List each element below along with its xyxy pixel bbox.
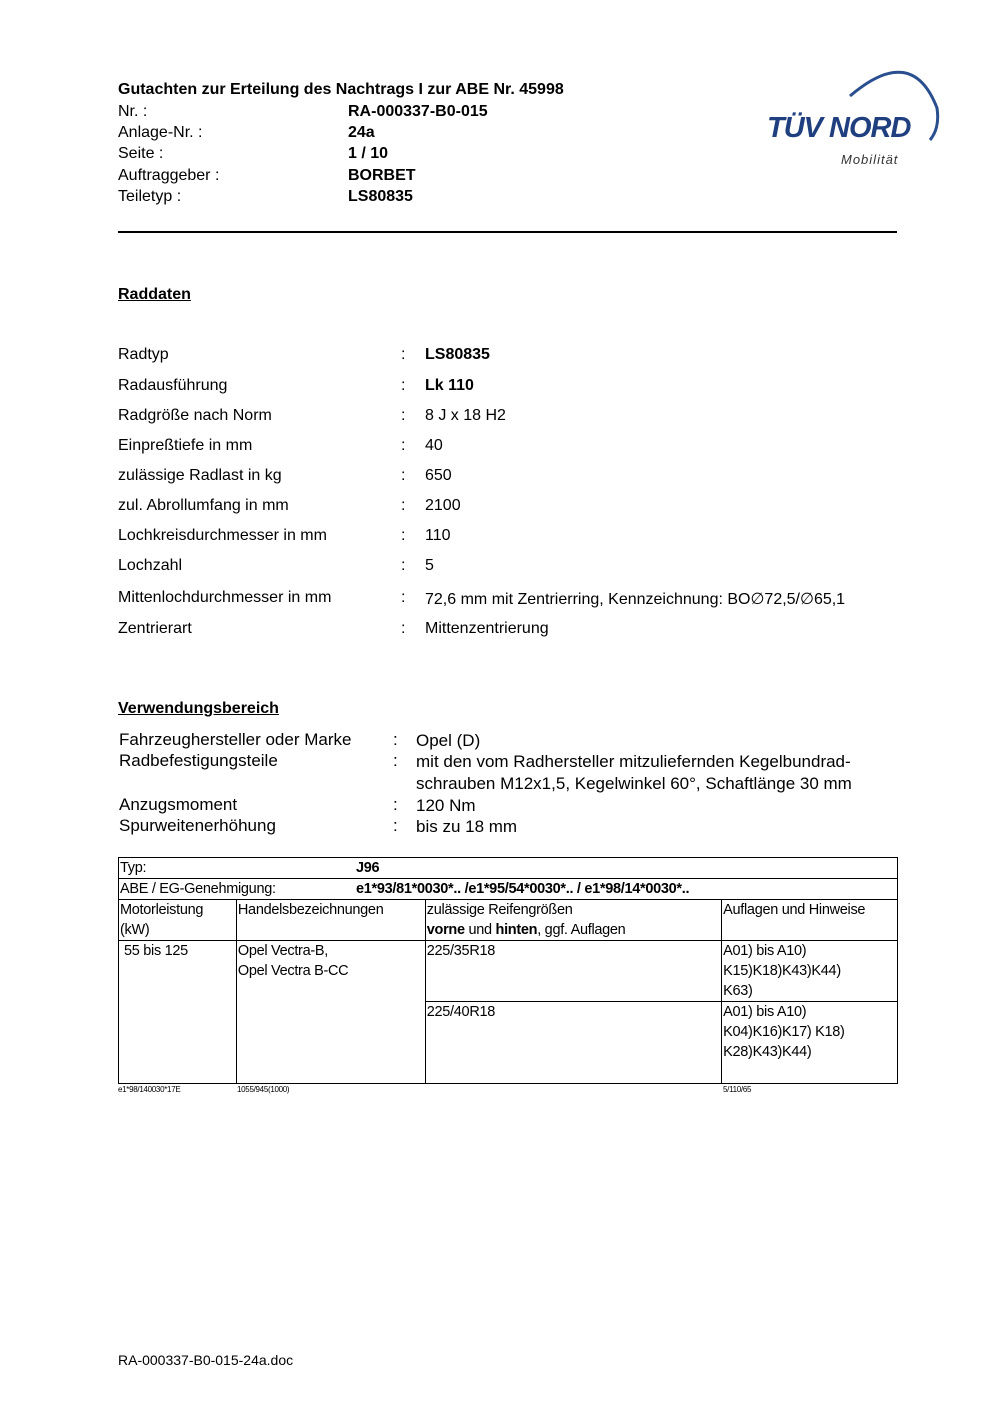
- notes-line: A01) bis A10): [723, 943, 807, 959]
- notes-line: A01) bis A10): [723, 1004, 807, 1020]
- row-value: Lk 110: [425, 377, 474, 394]
- row-label: zulässige Radlast in kg: [118, 467, 282, 484]
- header-value: 1 / 10: [348, 145, 389, 162]
- verwendung-row: [119, 816, 919, 838]
- abe-cell: [119, 879, 898, 900]
- row-colon: :: [401, 437, 406, 454]
- report-title: Gutachten zur Erteilung des Nachtrags I zur ABE Nr. 45998: [118, 81, 564, 98]
- tuv-nord-logo: [762, 58, 942, 170]
- header-label: Auftraggeber :: [118, 167, 220, 184]
- header-label: Teiletyp :: [118, 188, 182, 205]
- row-colon: :: [401, 346, 406, 363]
- typ-label: Typ:: [120, 860, 147, 876]
- header-divider: [118, 231, 897, 233]
- raddaten-row: [118, 377, 918, 399]
- row-colon: :: [401, 377, 406, 394]
- row-value: mit den vom Radhersteller mitzuliefernden Kegelbundrad-schrauben M12x1,5, Kegelwinkel 60°, Schaftlänge 30 mm: [416, 752, 852, 793]
- notes-line: K63): [723, 983, 753, 999]
- table-footnote: e1*98/140030*17E: [118, 1085, 181, 1094]
- row-label: Mittenlochdurchmesser in mm: [118, 589, 332, 606]
- row-value: 40: [425, 437, 443, 454]
- table-row-typ: [119, 858, 898, 879]
- footer-filename: RA-000337-B0-015-24a.doc: [118, 1352, 294, 1368]
- row-value: 72,6 mm mit Zentrierring, Kennzeichnung: BO∅72,5/∅65,1: [425, 591, 846, 608]
- notes-cell: [722, 1002, 898, 1084]
- handel-cell: [236, 941, 425, 1084]
- row-value: 120 Nm: [416, 796, 476, 815]
- row-label: Fahrzeughersteller oder Marke: [119, 730, 352, 749]
- row-label: Lochkreisdurchmesser in mm: [118, 527, 327, 544]
- handel-line: Opel Vectra-B,: [237, 943, 328, 959]
- notes-line: K04)K16)K17) K18): [723, 1024, 845, 1040]
- handel-line: Opel Vectra B-CC: [237, 963, 349, 979]
- verwendung-row: [119, 751, 919, 795]
- notes-cell: [722, 941, 898, 1002]
- abe-label: ABE / EG-Genehmigung:: [120, 881, 276, 897]
- raddaten-row: [118, 497, 918, 519]
- notes-line: K28)K43)K44): [723, 1044, 812, 1060]
- row-label: Lochzahl: [118, 557, 183, 574]
- row-label: Anzugsmoment: [119, 795, 238, 814]
- reifen-vorne: vorne: [426, 922, 465, 938]
- row-value: LS80835: [425, 346, 490, 363]
- raddaten-row: [118, 346, 918, 368]
- row-label: zul. Abrollumfang in mm: [118, 497, 289, 514]
- reifen-suffix: , ggf. Auflagen: [537, 922, 626, 938]
- logo-text: TÜV NORD: [767, 112, 911, 144]
- row-colon: :: [393, 751, 398, 770]
- row-value: 5: [425, 557, 434, 574]
- notes-line: K15)K18)K43)K44): [723, 963, 841, 979]
- row-value: 110: [425, 527, 451, 544]
- verwendung-row: [119, 795, 919, 817]
- header-label: Nr. :: [118, 103, 148, 120]
- row-value: 650: [425, 467, 452, 484]
- typ-cell: [119, 858, 898, 879]
- section-title-verwendungsbereich: Verwendungsbereich: [118, 700, 279, 717]
- header-row-teiletyp: [118, 188, 678, 209]
- row-label: Radausführung: [118, 377, 228, 394]
- row-label: Radgröße nach Norm: [118, 407, 272, 424]
- reifen-hinten: hinten: [495, 922, 538, 938]
- row-colon: :: [401, 527, 406, 544]
- section-title-raddaten: Raddaten: [118, 286, 191, 303]
- row-label: Einpreßtiefe in mm: [118, 437, 253, 454]
- row-colon: :: [393, 730, 398, 749]
- header-row-nr: [118, 103, 678, 124]
- typ-value: J96: [356, 860, 380, 876]
- col-header-reifen: [425, 900, 721, 941]
- row-colon: :: [401, 467, 406, 484]
- row-colon: :: [401, 620, 406, 637]
- row-colon: :: [401, 557, 406, 574]
- raddaten-row: [118, 467, 918, 489]
- row-colon: :: [401, 497, 406, 514]
- raddaten-row: [118, 407, 918, 429]
- header-row-anlage: [118, 124, 678, 145]
- verwendung-row: [119, 730, 919, 752]
- header-label: Seite :: [118, 145, 164, 162]
- row-label: Radbefestigungsteile: [119, 751, 278, 770]
- abe-value: e1*93/81*0030*.. /e1*95/54*0030*.. / e1*98/14*0030*..: [356, 881, 690, 897]
- raddaten-row: [118, 589, 918, 611]
- col-header-handel: Handelsbezeichnungen: [236, 900, 425, 941]
- logo-subtitle: Mobilität: [841, 152, 899, 167]
- raddaten-row: [118, 437, 918, 459]
- header-value: LS80835: [348, 188, 413, 205]
- row-colon: :: [393, 816, 398, 835]
- row-label: Spurweitenerhöhung: [119, 816, 276, 835]
- header-row-auftraggeber: [118, 167, 678, 188]
- raddaten-row: [118, 620, 918, 642]
- vehicle-table: [118, 857, 898, 1084]
- raddaten-row: [118, 527, 918, 549]
- header-value: BORBET: [348, 167, 416, 184]
- row-value: 2100: [425, 497, 461, 514]
- row-colon: :: [393, 795, 398, 814]
- table-footnote: 5/110/65: [723, 1085, 752, 1094]
- tyre-cell: 225/40R18: [425, 1002, 721, 1084]
- row-colon: :: [401, 589, 406, 606]
- header-value: 24a: [348, 124, 375, 141]
- header-value: RA-000337-B0-015: [348, 103, 488, 120]
- raddaten-row: [118, 557, 918, 579]
- header-row-seite: [118, 145, 678, 166]
- col-header-motor: Motorleistung (kW): [119, 900, 237, 941]
- tyre-cell: 225/35R18: [425, 941, 721, 1002]
- row-value: bis zu 18 mm: [416, 817, 518, 836]
- table-header-row: [119, 900, 898, 941]
- row-value: Opel (D): [416, 731, 481, 750]
- header-label: Anlage-Nr. :: [118, 124, 203, 141]
- row-value: Mittenzentrierung: [425, 620, 549, 637]
- motor-cell: 55 bis 125: [119, 941, 237, 1084]
- row-label: Zentrierart: [118, 620, 192, 637]
- table-row: [119, 941, 898, 1002]
- row-colon: :: [401, 407, 406, 424]
- row-value: 8 J x 18 H2: [425, 407, 506, 424]
- reifen-und: und: [464, 922, 496, 938]
- row-label: Radtyp: [118, 346, 169, 363]
- reifen-prefix: zulässige Reifengrößen: [426, 902, 573, 918]
- table-row-abe: [119, 879, 898, 900]
- table-footnote: 1055/945(1000): [237, 1085, 290, 1094]
- col-header-auflagen: Auflagen und Hinweise: [722, 900, 898, 941]
